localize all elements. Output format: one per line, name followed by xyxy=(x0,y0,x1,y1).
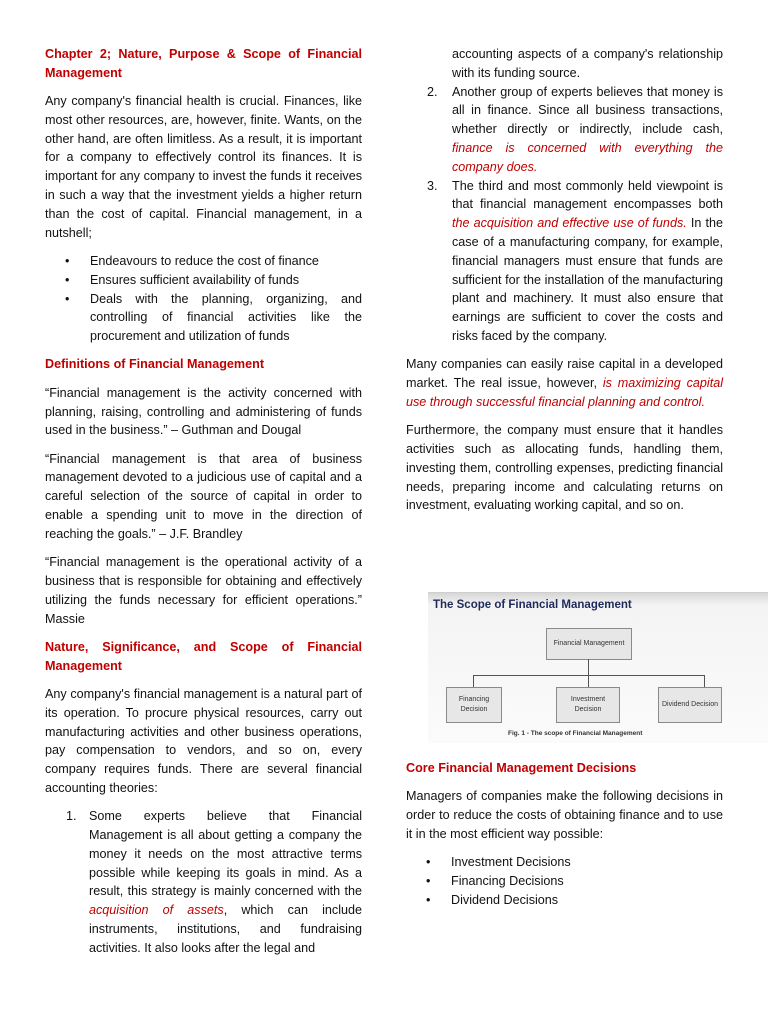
capital-paragraph: Many companies can easily raise capital in a developed market. The real issue, however, is maximizing capital use through successful financial planning and control. xyxy=(406,357,723,409)
nutshell-list xyxy=(45,252,362,346)
list-item: • Dividend Decisions xyxy=(406,891,723,910)
chapter-title: Chapter 2; Nature, Purpose & Scope of Financial Management xyxy=(45,47,362,80)
connector-line xyxy=(588,675,589,687)
bullet-icon: • xyxy=(65,291,70,306)
bullet-icon: • xyxy=(65,253,70,268)
bullet-icon: • xyxy=(426,855,431,870)
connector-line xyxy=(704,675,705,687)
connector-line xyxy=(588,659,589,675)
figure-title: The Scope of Financial Management xyxy=(433,599,632,611)
org-box-root: Financial Management xyxy=(546,628,632,660)
list-number: 2. xyxy=(427,84,438,99)
core-decisions-section xyxy=(406,759,723,919)
definitions-heading: Definitions of Financial Management xyxy=(45,357,265,372)
scope-figure xyxy=(428,592,768,743)
highlight-text: finance is concerned with everything the company does. xyxy=(452,140,723,174)
list-number: 3. xyxy=(427,178,438,193)
furthermore-paragraph: Furthermore, the company must ensure that it handles activities such as allocating funds, handling them, investing them, controlling expenses, predicting financial needs, preparing income and calculating returns on investment, evaluating working capital, and so on. xyxy=(406,423,723,513)
highlight-text: the acquisition and effective use of funds. xyxy=(452,216,687,231)
bullet-icon: • xyxy=(426,873,431,888)
list-item: • Deals with the planning, organizing, and controlling of financial activities like the procurement and utilization of funds xyxy=(65,291,362,344)
core-heading: Core Financial Management Decisions xyxy=(406,761,637,775)
definition-quote: “Financial management is the operational activity of a business that is responsible for obtaining and effectively utilizing the funds necessary for efficient operations.” Massie xyxy=(45,555,362,626)
list-item: accounting aspects of a company's relationship with its funding source. xyxy=(452,47,723,80)
org-box-financing: Financing Decision xyxy=(446,687,502,723)
nature-paragraph: Any company's financial management is a natural part of its operation. To procure physical resources, carry out manufacturing activities and other business operations, pay compensation to vendors, and so on, every company requires funds. There are several financial accounting theories: xyxy=(45,686,362,795)
list-number: 1. xyxy=(66,809,77,824)
bullet-icon: • xyxy=(426,892,431,907)
intro-paragraph: Any company's financial health is crucial. Finances, like most other resources, are, however, finite. Wants, on the other hand, are often limitless. As a result, it is important for a company to effectively control its finances. It is important for any company to invest the funds it receives in such a way that the investment yields a higher return than the cost of capital. Financial management, in a nutshell; xyxy=(45,94,362,240)
highlight-text: acquisition of assets xyxy=(89,903,224,918)
left-column xyxy=(45,45,362,967)
nature-heading: Nature, Significance, and Scope of Financial Management xyxy=(45,639,362,673)
connector-line xyxy=(473,675,474,687)
list-item: • Ensures sufficient availability of funds xyxy=(45,271,362,290)
definition-quote: “Financial management is that area of business management devoted to a judicious use of capital and a careful selection of the source of capital in order to enable a spending unit to move in the direction of reaching the goals.” – J.F. Brandley xyxy=(45,451,362,541)
highlight-text: is maximizing capital use through successful financial planning and control. xyxy=(406,376,723,409)
list-item: 1. Some experts believe that Financial Management is all about getting a company the money it needs on the most attractive terms possible while keeping its goals in mind. As a result, this strategy is mainly concerned with the acquisition of assets, which can include instruments, institutions, and fundraising activities. It also looks after the legal and xyxy=(66,809,362,955)
core-decisions-list xyxy=(406,853,723,909)
list-item: • Financing Decisions xyxy=(406,872,723,891)
core-paragraph: Managers of companies make the following decisions in order to reduce the costs of obtaining finance and to use it in the most efficient way possible: xyxy=(406,789,723,841)
list-item: • Endeavours to reduce the cost of finance xyxy=(45,252,362,271)
list-item: 2. Another group of experts believes that money is all in finance. Since all business transactions, whether directly or indirectly, include cash, finance is concerned with everything the company does. xyxy=(427,84,723,174)
org-box-dividend: Dividend Decision xyxy=(658,687,722,723)
theories-list xyxy=(45,807,362,957)
org-box-investment: Investment Decision xyxy=(556,687,620,723)
right-column xyxy=(406,45,723,525)
figure-caption: Fig. 1 - The scope of Financial Management xyxy=(508,730,643,737)
theories-list-continued xyxy=(406,45,723,346)
bullet-icon: • xyxy=(65,272,70,287)
list-item: • Investment Decisions xyxy=(406,853,723,872)
definition-quote: “Financial management is the activity concerned with planning, raising, controlling and administering of funds used in the business.” – Guthman and Dougal xyxy=(45,385,362,438)
list-item: 3. The third and most commonly held viewpoint is that financial management encompasses both the acquisition and effective use of funds. In the case of a manufacturing company, for example, financial managers must ensure that funds are sufficient for the installation of the manufacturing plant and machinery. It must also ensure that earnings are sufficient to cover the costs and risks faced by the company. xyxy=(427,178,723,343)
